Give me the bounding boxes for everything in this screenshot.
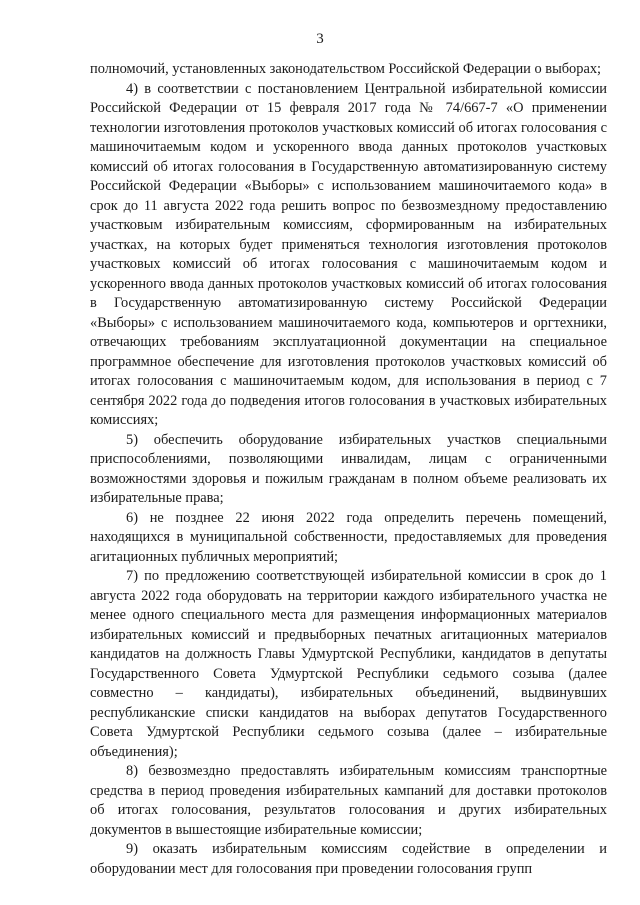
- paragraph-item-7: 7) по предложению соответствующей избирательной комиссии в срок до 1 августа 2022 года оборудовать на территории каждого избирательного участка не менее одного специального места для размещения информационных материалов избирательных комиссий и предвыборных печатных агитационных материалов кандидатов на должность Главы Удмуртской Республики, кандидатов в депутаты Государственного Совета Удмуртской Республики седьмого созыва (далее совместно – кандидаты), избирательных объединений, выдвинувших республиканские списки кандидатов на выборах депутатов Государственного Совета Удмуртской Республики седьмого созыва (далее – избирательные объединения);: [90, 568, 607, 760]
- page-number: 3: [316, 31, 324, 47]
- paragraph-item-9: 9) оказать избирательным комиссиям содействие в определении и оборудовании мест для голосования при проведении голосования групп: [90, 841, 607, 877]
- paragraph-item-4: 4) в соответствии с постановлением Центральной избирательной комиссии Российской Федерации от 15 февраля 2017 года № 74/667-7 «О применении технологии изготовления протоколов участковых комиссий об итогах голосования с машиночитаемым кодом и ускоренного ввода данных протоколов участковых комиссий об итогах голосования в Государственную автоматизированную систему Российской Федерации «Выборы» с использованием машиночитаемого кода» в срок до 11 августа 2022 года решить вопрос по безвозмездному предоставлению участковым избирательным комиссиям, сформированным на избирательных участках, на которых будет применяться технология изготовления протоколов участковых комиссий об итогах голосования с машиночитаемым кодом и ускоренного ввода данных протоколов участковых комиссий об итогах голосования в Государственную автоматизированную систему Российской Федерации «Выборы» с использованием машиночитаемого кода, компьютеров и оргтехники, отвечающих требованиям эксплуатационной документации на специальное программное обеспечение для изготовления протоколов участковых комиссий об итогах голосования с машиночитаемым кодом, для использования в период с 7 сентября 2022 года до подведения итогов голосования в участковых избирательных комиссиях;: [90, 80, 607, 428]
- document-body: [90, 60, 607, 879]
- paragraph-item-6: 6) не позднее 22 июня 2022 года определить перечень помещений, находящихся в муниципальной собственности, предоставляемых для проведения агитационных публичных мероприятий;: [90, 509, 607, 565]
- paragraph-item-5: 5) обеспечить оборудование избирательных участков специальными приспособлениями, позволяющими инвалидам, лицам с ограниченными возможностями здоровья и пожилым гражданам в полном объеме реализовать их избирательные права;: [90, 431, 607, 506]
- paragraph-item-8: 8) безвозмездно предоставлять избирательным комиссиям транспортные средства в период проведения избирательных кампаний для доставки протоколов об итогах голосования, результатов голосования и других избирательных документов в вышестоящие избирательные комиссии;: [90, 763, 607, 838]
- paragraph-continuation: полномочий, установленных законодательством Российской Федерации о выборах;: [90, 61, 602, 77]
